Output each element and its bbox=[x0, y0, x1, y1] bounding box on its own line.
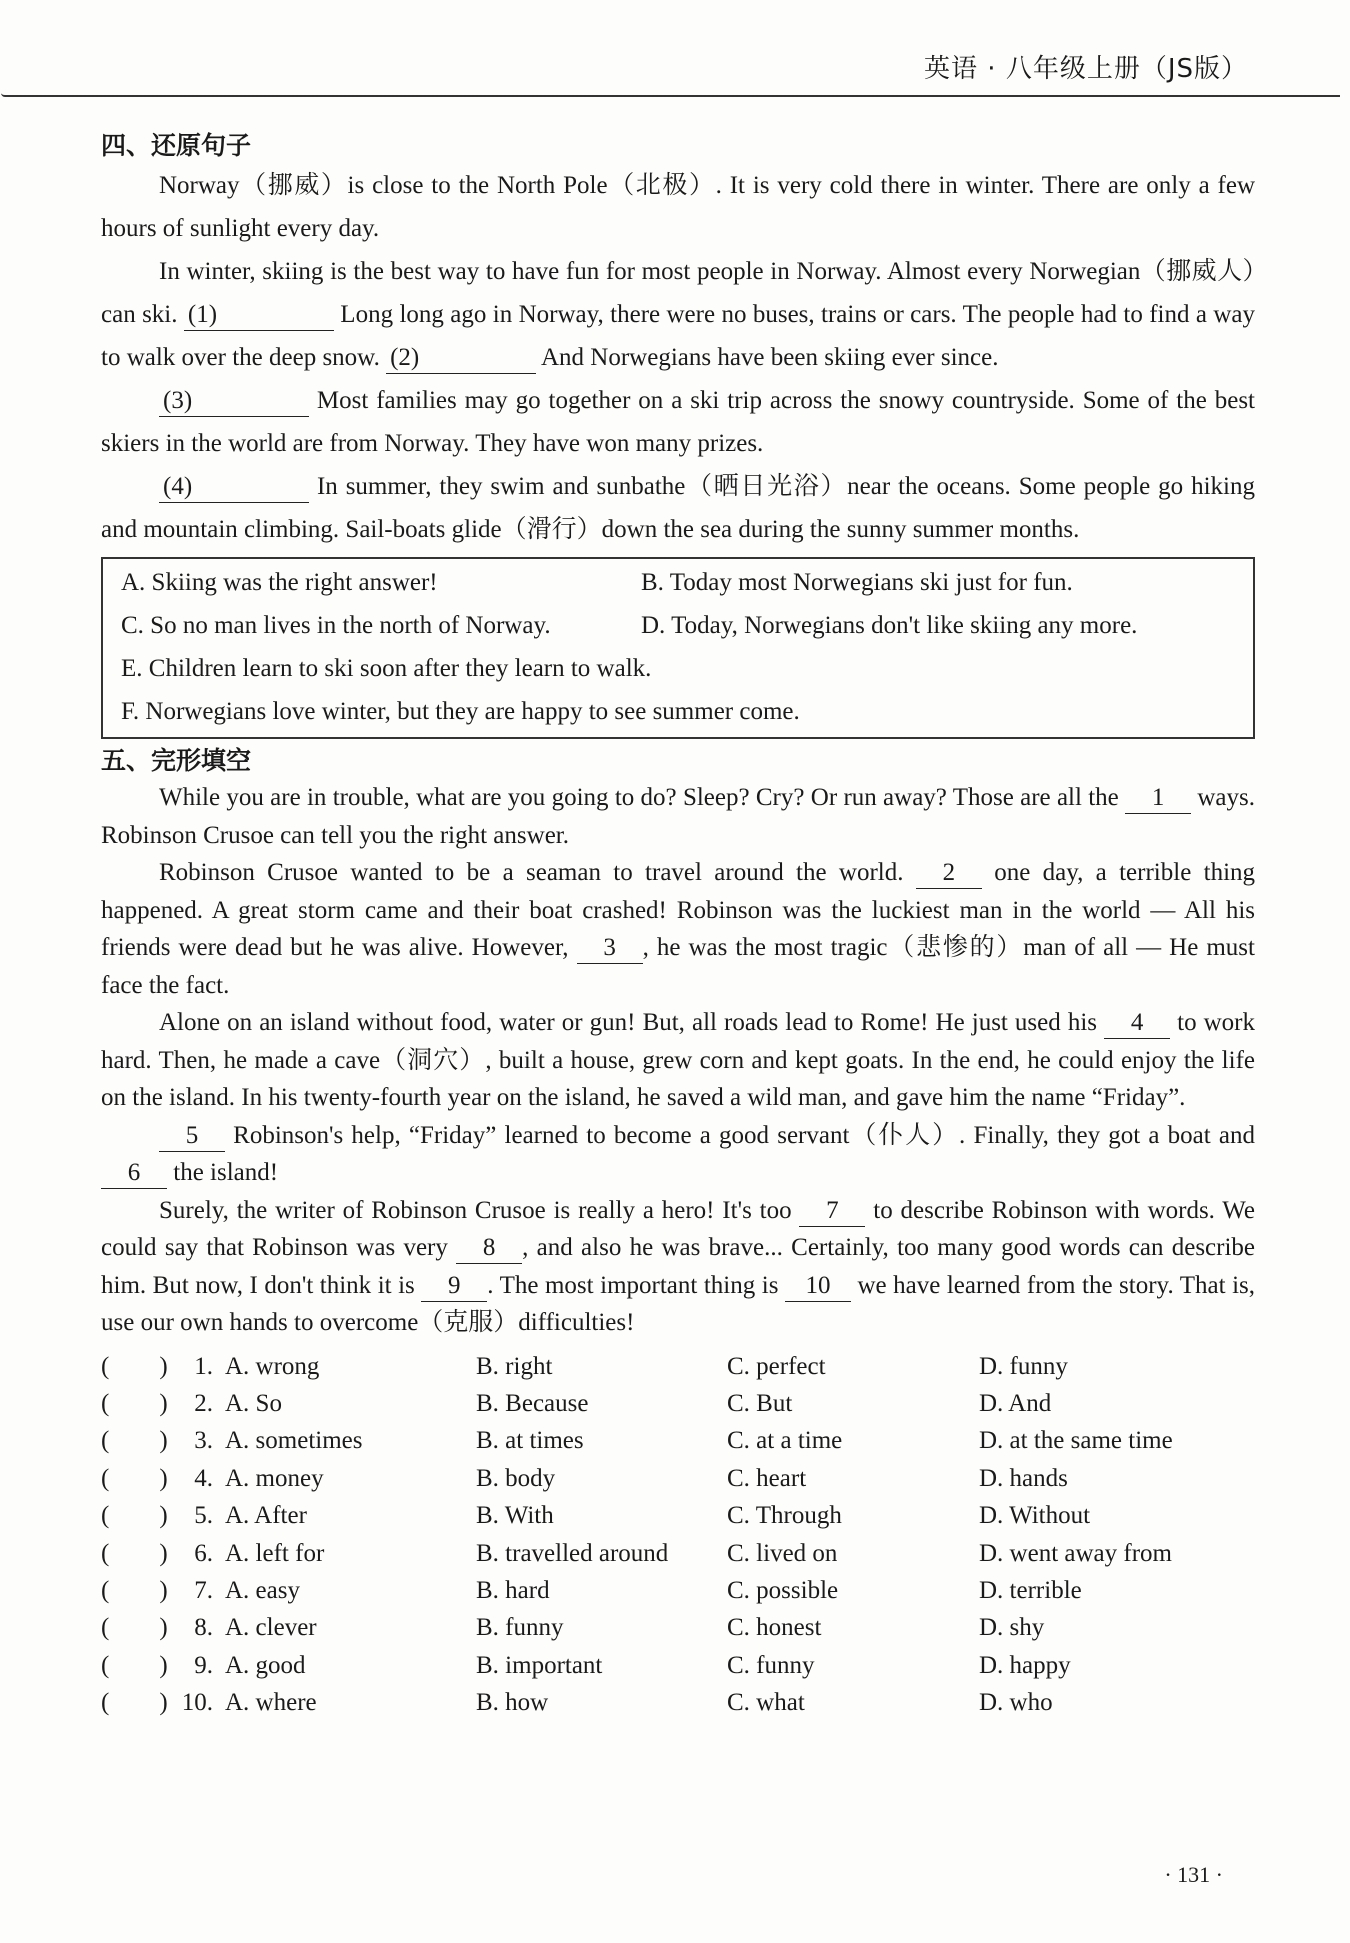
section4-title: 四、还原句子 bbox=[101, 131, 252, 160]
option-c: C. So no man lives in the north of Norway. bbox=[121, 612, 551, 639]
header-title: 英语 · 八年级上册（JS版） bbox=[924, 54, 1248, 84]
cloze-blank-7[interactable]: 7 bbox=[799, 1196, 865, 1227]
answer-paren[interactable]: ( ) bbox=[101, 1539, 168, 1567]
answer-blank-1[interactable]: (1) bbox=[184, 300, 334, 331]
cloze-paragraph-1: While you are in trouble, what are you going to do? Sleep? Cry? Or run away? Those are all the 1 ways. Robinson Crusoe can tell you the right answer. bbox=[101, 784, 1256, 849]
question-row: ( ) 9. A. good B. important C. funny D. happy bbox=[101, 1647, 1255, 1684]
answer-paren[interactable]: ( ) bbox=[101, 1651, 168, 1679]
question-row: ( ) 2. A. So B. Because C. But D. And bbox=[101, 1385, 1255, 1422]
option-e: E. Children learn to ski soon after they learn to walk. bbox=[121, 655, 652, 682]
question-row: ( ) 8. A. clever B. funny C. honest D. shy bbox=[101, 1609, 1255, 1646]
section4-paragraph-2: In winter, skiing is the best way to have fun for most people in Norway. Almost every Norwegian（挪威人）can ski. (1) Long long ago in Norway, there were no buses, trains or cars. The people had to find a way to walk over the deep snow. (2) And Norwegians have been skiing ever since. bbox=[101, 250, 1255, 379]
cloze-blank-4[interactable]: 4 bbox=[1104, 1008, 1170, 1039]
question-row: ( ) 1. A. wrong B. right C. perfect D. funny bbox=[101, 1348, 1255, 1385]
answer-paren[interactable]: ( ) bbox=[101, 1427, 168, 1455]
cloze-blank-10[interactable]: 10 bbox=[785, 1271, 851, 1302]
cloze-paragraph-5: Surely, the writer of Robinson Crusoe is really a hero! It's too 7 to describe Robinson with words. We could say that Robinson was very 8 , and also he was brave... Certainly, too many good words can describe him. But now, I don't think it is 9 . The most important thing is 10 we have learned from the story. That is, use our own hands to overcome（克服）difficulties! bbox=[101, 1196, 1256, 1336]
answer-paren[interactable]: ( ) bbox=[101, 1576, 168, 1604]
section5-title: 五、完形填空 bbox=[101, 746, 252, 775]
option-a: A. Skiing was the right answer! bbox=[121, 569, 438, 596]
cloze-blank-2[interactable]: 2 bbox=[916, 858, 982, 889]
options-box bbox=[101, 557, 1255, 739]
page-header bbox=[1, 0, 1340, 97]
cloze-paragraph-2: Robinson Crusoe wanted to be a seaman to travel around the world. 2 one day, a terrible thing happened. A great storm came and their boat crashed! Robinson was the luckiest man in the world — All his friends were dead but he was alive. However, 3 , he was the most tragic（悲惨的）man of all — He must face the fact. bbox=[101, 859, 1256, 999]
cloze-blank-9[interactable]: 9 bbox=[421, 1271, 487, 1302]
cloze-blank-3[interactable]: 3 bbox=[577, 933, 643, 964]
answer-paren[interactable]: ( ) bbox=[101, 1689, 168, 1717]
option-b: B. Today most Norwegians ski just for fun. bbox=[641, 569, 1073, 596]
answer-paren[interactable]: ( ) bbox=[101, 1352, 168, 1380]
answer-blank-3[interactable]: (3) bbox=[159, 386, 309, 417]
question-row: ( ) 3. A. sometimes B. at times C. at a time D. at the same time bbox=[101, 1422, 1255, 1459]
section4-paragraph-1: Norway（挪威）is close to the North Pole（北极）. It is very cold there in winter. There are only a few hours of sunlight every day. bbox=[101, 172, 1255, 242]
cloze-questions bbox=[101, 1348, 1255, 1722]
cloze-blank-6[interactable]: 6 bbox=[101, 1158, 167, 1189]
answer-paren[interactable]: ( ) bbox=[101, 1389, 168, 1417]
question-row: ( ) 4. A. money B. body C. heart D. hands bbox=[101, 1460, 1255, 1497]
cloze-paragraph-3: Alone on an island without food, water or gun! But, all roads lead to Rome! He just used his 4 to work hard. Then, he made a cave（洞穴）, built a house, grew corn and kept goats. In the end, he could enjoy the life on the island. In his twenty-fourth year on the island, he saved a wild man, and gave him the name “Friday”. bbox=[101, 1009, 1256, 1111]
section4-paragraph-4: (4) In summer, they swim and sunbathe（晒日光浴）near the oceans. Some people go hiking and mountain climbing. Sail-boats glide（滑行）down the sea during the sunny summer months. bbox=[101, 473, 1255, 543]
question-row: ( ) 10. A. where B. how C. what D. who bbox=[101, 1684, 1255, 1721]
cloze-blank-5[interactable]: 5 bbox=[159, 1121, 225, 1152]
question-row: ( ) 7. A. easy B. hard C. possible D. terrible bbox=[101, 1572, 1255, 1609]
option-f: F. Norwegians love winter, but they are happy to see summer come. bbox=[121, 698, 800, 725]
question-row: ( ) 5. A. After B. With C. Through D. Without bbox=[101, 1497, 1255, 1534]
page-number: · 131 · bbox=[1164, 1862, 1223, 1887]
answer-blank-4[interactable]: (4) bbox=[159, 472, 309, 503]
option-d: D. Today, Norwegians don't like skiing any more. bbox=[641, 612, 1138, 639]
page-content bbox=[101, 128, 1255, 1722]
answer-paren[interactable]: ( ) bbox=[101, 1614, 168, 1642]
question-row: ( ) 6. A. left for B. travelled around C. lived on D. went away from bbox=[101, 1535, 1255, 1572]
section4-paragraph-3: (3) Most families may go together on a ski trip across the snowy countryside. Some of the best skiers in the world are from Norway. They have won many prizes. bbox=[101, 387, 1255, 457]
cloze-paragraph-4: 5 Robinson's help, “Friday” learned to become a good servant（仆人）. Finally, they got a boat and 6 the island! bbox=[101, 1117, 1255, 1192]
cloze-blank-1[interactable]: 1 bbox=[1125, 783, 1191, 814]
answer-blank-2[interactable]: (2) bbox=[386, 343, 536, 374]
answer-paren[interactable]: ( ) bbox=[101, 1502, 168, 1530]
answer-paren[interactable]: ( ) bbox=[101, 1464, 168, 1492]
cloze-blank-8[interactable]: 8 bbox=[456, 1233, 522, 1264]
